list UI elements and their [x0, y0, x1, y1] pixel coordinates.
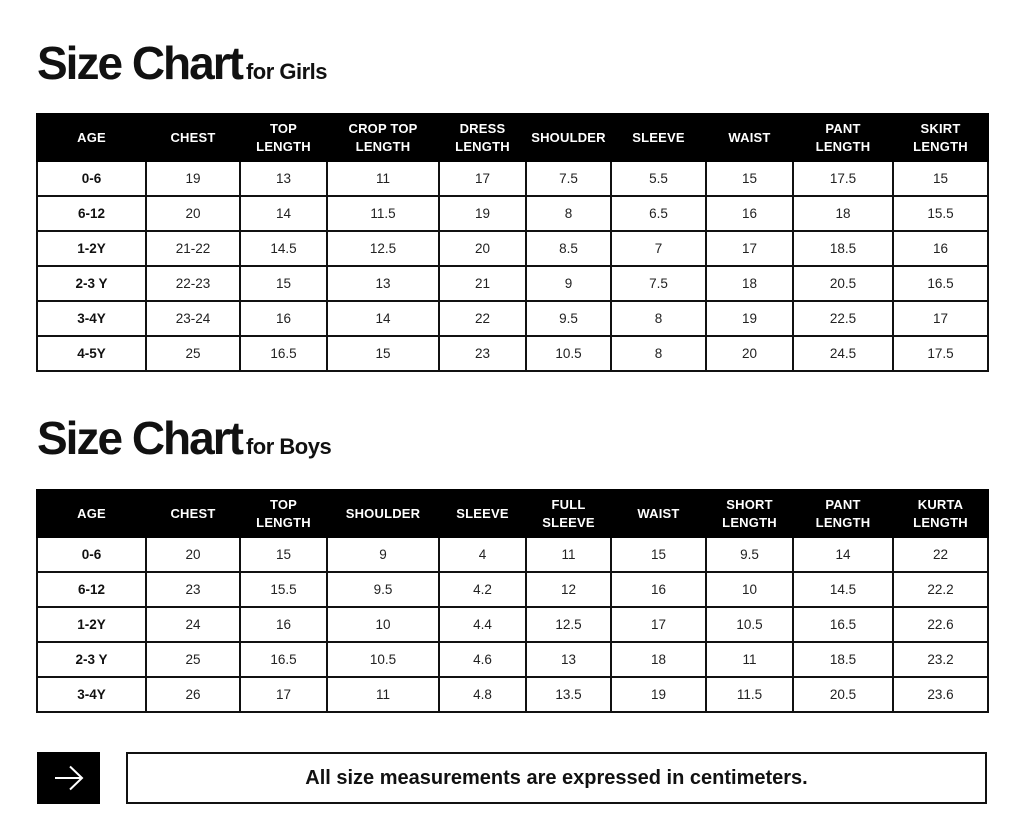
measurement-cell: 19 [611, 677, 706, 712]
measurement-cell: 16 [240, 607, 327, 642]
measurement-cell: 22.6 [893, 607, 988, 642]
measurement-cell: 7.5 [611, 266, 706, 301]
measurement-cell: 17 [893, 301, 988, 336]
measurement-cell: 15 [706, 161, 793, 196]
measurement-cell: 20 [146, 196, 240, 231]
measurement-cell: 13.5 [526, 677, 611, 712]
measurement-cell: 7 [611, 231, 706, 266]
girls-table-body [37, 161, 988, 371]
measurement-cell: 11 [706, 642, 793, 677]
measurement-cell: 10 [706, 572, 793, 607]
measurement-cell: 8 [611, 336, 706, 371]
measurement-cell: 25 [146, 336, 240, 371]
measurement-cell: 13 [526, 642, 611, 677]
measurement-cell: 18 [706, 266, 793, 301]
age-cell: 1-2Y [37, 231, 146, 266]
measurement-cell: 4 [439, 537, 526, 572]
column-header: DRESS LENGTH [439, 114, 526, 161]
measurement-cell: 5.5 [611, 161, 706, 196]
column-header: SLEEVE [611, 114, 706, 161]
measurement-cell: 17.5 [893, 336, 988, 371]
measurement-cell: 4.8 [439, 677, 526, 712]
table-row [37, 231, 988, 266]
measurement-cell: 14.5 [793, 572, 893, 607]
measurement-cell: 23.2 [893, 642, 988, 677]
measurement-cell: 20 [706, 336, 793, 371]
measurement-cell: 22 [439, 301, 526, 336]
measurement-cell: 22.2 [893, 572, 988, 607]
measurement-cell: 16.5 [240, 336, 327, 371]
age-cell: 6-12 [37, 196, 146, 231]
arrow-button [37, 752, 100, 804]
age-cell: 0-6 [37, 161, 146, 196]
measurement-cell: 23.6 [893, 677, 988, 712]
measurement-cell: 20 [439, 231, 526, 266]
measurement-cell: 14.5 [240, 231, 327, 266]
measurement-cell: 18.5 [793, 231, 893, 266]
measurement-cell: 19 [706, 301, 793, 336]
measurement-cell: 12 [526, 572, 611, 607]
measurement-cell: 8 [611, 301, 706, 336]
column-header: TOP LENGTH [240, 114, 327, 161]
measurement-cell: 26 [146, 677, 240, 712]
measurement-cell: 14 [327, 301, 439, 336]
measurement-cell: 19 [439, 196, 526, 231]
measurement-cell: 16.5 [893, 266, 988, 301]
measurement-cell: 20.5 [793, 677, 893, 712]
measurement-cell: 9 [526, 266, 611, 301]
measurement-cell: 17 [439, 161, 526, 196]
measurement-cell: 21 [439, 266, 526, 301]
measurement-note-text: All size measurements are expressed in centimeters. [305, 766, 808, 789]
measurement-cell: 16.5 [793, 607, 893, 642]
measurement-cell: 17 [240, 677, 327, 712]
measurement-cell: 23-24 [146, 301, 240, 336]
measurement-cell: 25 [146, 642, 240, 677]
measurement-cell: 11 [526, 537, 611, 572]
measurement-cell: 15 [327, 336, 439, 371]
column-header: CHEST [146, 490, 240, 537]
age-cell: 4-5Y [37, 336, 146, 371]
measurement-cell: 15 [611, 537, 706, 572]
girls-chart-title [37, 37, 328, 89]
measurement-cell: 8.5 [526, 231, 611, 266]
boys-header-row [37, 490, 988, 537]
column-header: PANT LENGTH [793, 114, 893, 161]
column-header: AGE [37, 490, 146, 537]
column-header: KURTA LENGTH [893, 490, 988, 537]
measurement-cell: 16 [893, 231, 988, 266]
measurement-cell: 11 [327, 161, 439, 196]
table-row [37, 677, 988, 712]
measurement-cell: 18 [793, 196, 893, 231]
measurement-cell: 9 [327, 537, 439, 572]
measurement-cell: 16.5 [240, 642, 327, 677]
measurement-cell: 20 [146, 537, 240, 572]
measurement-cell: 21-22 [146, 231, 240, 266]
measurement-cell: 16 [240, 301, 327, 336]
boys-chart-title [37, 412, 332, 464]
table-row [37, 196, 988, 231]
column-header: TOP LENGTH [240, 490, 327, 537]
measurement-cell: 8 [526, 196, 611, 231]
age-cell: 3-4Y [37, 301, 146, 336]
table-row [37, 301, 988, 336]
boys-size-table [36, 489, 989, 713]
column-header: SLEEVE [439, 490, 526, 537]
measurement-cell: 11.5 [706, 677, 793, 712]
measurement-cell: 9.5 [327, 572, 439, 607]
column-header: CHEST [146, 114, 240, 161]
boys-title-sub: for Boys [245, 434, 332, 459]
measurement-cell: 10.5 [526, 336, 611, 371]
measurement-cell: 11.5 [327, 196, 439, 231]
arrow-right-icon [54, 765, 84, 791]
measurement-cell: 16 [706, 196, 793, 231]
measurement-cell: 22.5 [793, 301, 893, 336]
measurement-cell: 15.5 [893, 196, 988, 231]
measurement-cell: 15 [240, 537, 327, 572]
age-cell: 0-6 [37, 537, 146, 572]
column-header: PANT LENGTH [793, 490, 893, 537]
age-cell: 2-3 Y [37, 642, 146, 677]
column-header: SKIRT LENGTH [893, 114, 988, 161]
age-cell: 2-3 Y [37, 266, 146, 301]
column-header: SHOULDER [327, 490, 439, 537]
measurement-cell: 24.5 [793, 336, 893, 371]
measurement-cell: 18.5 [793, 642, 893, 677]
column-header: AGE [37, 114, 146, 161]
measurement-cell: 10.5 [706, 607, 793, 642]
table-row [37, 336, 988, 371]
age-cell: 1-2Y [37, 607, 146, 642]
measurement-cell: 23 [439, 336, 526, 371]
column-header: FULL SLEEVE [526, 490, 611, 537]
measurement-cell: 13 [327, 266, 439, 301]
measurement-cell: 14 [793, 537, 893, 572]
girls-title-sub: for Girls [245, 59, 328, 84]
boys-table-body [37, 537, 988, 712]
column-header: WAIST [706, 114, 793, 161]
measurement-cell: 14 [240, 196, 327, 231]
measurement-cell: 4.4 [439, 607, 526, 642]
age-cell: 3-4Y [37, 677, 146, 712]
girls-size-table [36, 113, 989, 372]
column-header: WAIST [611, 490, 706, 537]
measurement-cell: 17.5 [793, 161, 893, 196]
measurement-cell: 18 [611, 642, 706, 677]
measurement-cell: 15.5 [240, 572, 327, 607]
measurement-cell: 6.5 [611, 196, 706, 231]
measurement-cell: 4.6 [439, 642, 526, 677]
measurement-cell: 16 [611, 572, 706, 607]
measurement-cell: 13 [240, 161, 327, 196]
measurement-note [126, 752, 987, 804]
measurement-cell: 11 [327, 677, 439, 712]
column-header: SHOULDER [526, 114, 611, 161]
measurement-cell: 15 [893, 161, 988, 196]
table-row [37, 266, 988, 301]
age-cell: 6-12 [37, 572, 146, 607]
table-row [37, 161, 988, 196]
table-row [37, 607, 988, 642]
measurement-cell: 17 [611, 607, 706, 642]
measurement-cell: 23 [146, 572, 240, 607]
table-row [37, 642, 988, 677]
measurement-cell: 22-23 [146, 266, 240, 301]
measurement-cell: 4.2 [439, 572, 526, 607]
measurement-cell: 9.5 [706, 537, 793, 572]
column-header: CROP TOP LENGTH [327, 114, 439, 161]
measurement-cell: 20.5 [793, 266, 893, 301]
measurement-cell: 10 [327, 607, 439, 642]
table-row [37, 537, 988, 572]
measurement-cell: 17 [706, 231, 793, 266]
boys-title-main: Size Chart [37, 412, 242, 464]
measurement-cell: 24 [146, 607, 240, 642]
table-row [37, 572, 988, 607]
measurement-cell: 22 [893, 537, 988, 572]
measurement-cell: 15 [240, 266, 327, 301]
column-header: SHORT LENGTH [706, 490, 793, 537]
measurement-cell: 9.5 [526, 301, 611, 336]
measurement-cell: 7.5 [526, 161, 611, 196]
girls-title-main: Size Chart [37, 37, 242, 89]
measurement-cell: 12.5 [526, 607, 611, 642]
girls-header-row [37, 114, 988, 161]
measurement-cell: 12.5 [327, 231, 439, 266]
measurement-cell: 19 [146, 161, 240, 196]
measurement-cell: 10.5 [327, 642, 439, 677]
